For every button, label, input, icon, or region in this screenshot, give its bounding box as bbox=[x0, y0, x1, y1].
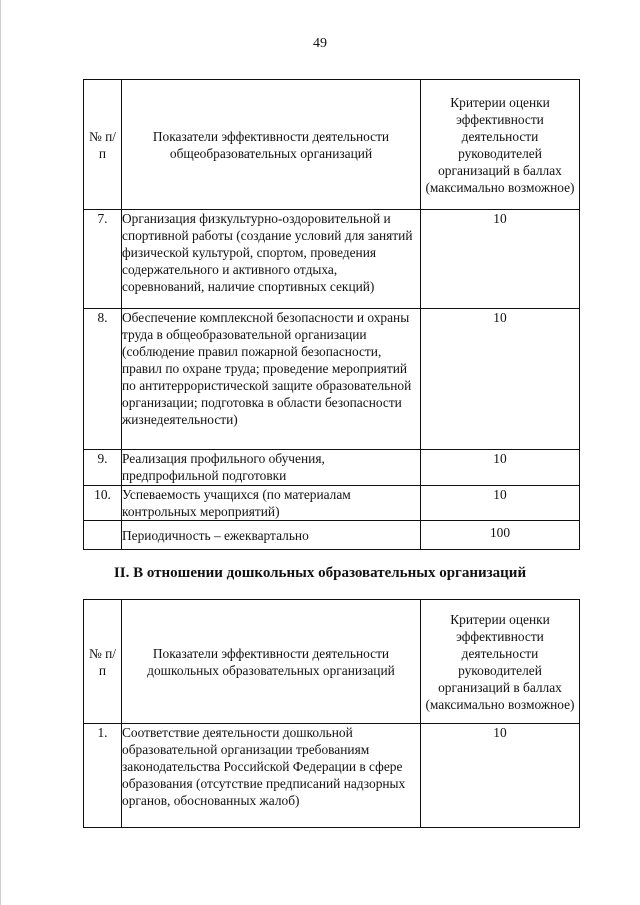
row-value: 10 bbox=[421, 450, 580, 486]
row-value: 10 bbox=[421, 486, 580, 521]
row-indicator: Периодичность – ежеквартально bbox=[122, 521, 421, 550]
row-indicator: Организация физкультурно-оздоровительной и спортивной работы (создание условий для занятий физической культурой, спортом, проведения содержательного и активного отдыха, соревнований, наличие спортивных секций) bbox=[122, 210, 421, 309]
header-criteria: Критерии оценки эффективности деятельности руководителей организаций в баллах (максимально возможное) bbox=[421, 80, 580, 210]
row-number: 8. bbox=[84, 309, 122, 450]
table-row bbox=[84, 210, 580, 309]
row-number bbox=[84, 521, 122, 550]
page-number: 49 bbox=[313, 36, 327, 51]
criteria-table-preschool bbox=[83, 599, 580, 828]
table-header-row bbox=[84, 600, 580, 724]
row-value: 10 bbox=[421, 210, 580, 309]
row-number: 10. bbox=[84, 486, 122, 521]
table-row bbox=[84, 450, 580, 486]
scan-edge-line bbox=[0, 0, 1, 905]
row-value: 10 bbox=[421, 309, 580, 450]
row-value: 100 bbox=[421, 521, 580, 550]
row-indicator: Обеспечение комплексной безопасности и охраны труда в общеобразовательной организации (соблюдение правил пожарной безопасности, правил по охране труда; проведение мероприятий по антитеррористической защите образовательной организации; подготовка в области безопасности жизнедеятельности) bbox=[122, 309, 421, 450]
table-header-row bbox=[84, 80, 580, 210]
header-indicator: Показатели эффективности деятельности дошкольных образовательных организаций bbox=[122, 600, 421, 724]
row-number: 9. bbox=[84, 450, 122, 486]
row-number: 7. bbox=[84, 210, 122, 309]
section-title: II. В отношении дошкольных образовательных организаций bbox=[113, 565, 527, 581]
header-number: № п/п bbox=[84, 80, 122, 210]
table-row bbox=[84, 309, 580, 450]
row-number: 1. bbox=[84, 724, 122, 828]
row-value: 10 bbox=[421, 724, 580, 828]
table-row-total bbox=[84, 521, 580, 550]
table-row bbox=[84, 486, 580, 521]
header-indicator: Показатели эффективности деятельности общеобразовательных организаций bbox=[122, 80, 421, 210]
row-indicator: Успеваемость учащихся (по материалам контрольных мероприятий) bbox=[122, 486, 421, 521]
criteria-table-general bbox=[83, 79, 580, 550]
header-criteria: Критерии оценки эффективности деятельности руководителей организаций в баллах (максимально возможное) bbox=[421, 600, 580, 724]
table-row bbox=[84, 724, 580, 828]
row-indicator: Соответствие деятельности дошкольной образовательной организации требованиям законодательства Российской Федерации в сфере образования (отсутствие предписаний надзорных органов, обоснованных жалоб) bbox=[122, 724, 421, 828]
row-indicator: Реализация профильного обучения, предпрофильной подготовки bbox=[122, 450, 421, 486]
header-number: № п/п bbox=[84, 600, 122, 724]
